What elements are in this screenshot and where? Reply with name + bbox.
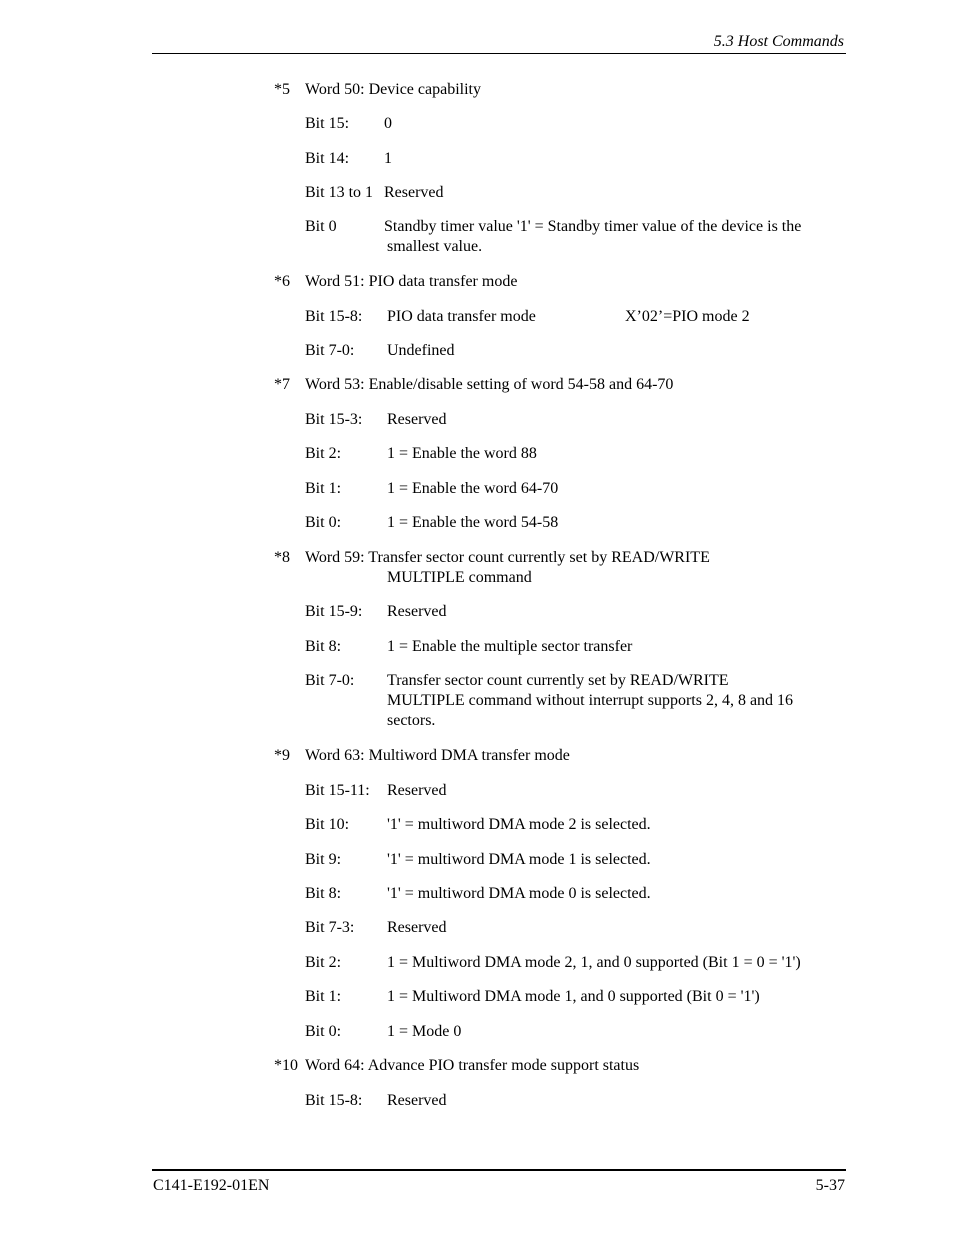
bit-desc: 1 = Multiword DMA mode 2, 1, and 0 supported (Bit 1 = 0 = '1') (387, 954, 801, 971)
bit-row (305, 815, 845, 835)
bit-label: Bit 0: (305, 514, 342, 531)
bit-desc-cont: sectors. (387, 712, 436, 729)
note-number: *5 (274, 81, 290, 98)
bit-label: Bit 15-11: (305, 782, 370, 799)
bit-desc: Transfer sector count currently set by READ/WRITE (387, 672, 729, 689)
bit-label: Bit 0 (305, 218, 337, 235)
bit-row (305, 1091, 845, 1111)
bit-label: Bit 8: (305, 638, 342, 655)
note-10-heading (274, 1056, 844, 1076)
bit-row (305, 671, 845, 731)
bit-desc: 1 = Enable the word 64-70 (387, 480, 559, 497)
bit-row (305, 602, 845, 622)
bit-row (305, 987, 845, 1007)
bit-row (305, 341, 845, 361)
bit-label: Bit 15-9: (305, 603, 363, 620)
bit-label: Bit 7-3: (305, 919, 355, 936)
document-id: C141-E192-01EN (153, 1177, 270, 1194)
footer-rule (152, 1169, 846, 1171)
bit-row (305, 918, 845, 938)
page-number: 5-37 (815, 1177, 845, 1194)
bit-desc: Undefined (387, 342, 455, 359)
bit-desc: 1 = Multiword DMA mode 1, and 0 supported (Bit 0 = '1') (387, 988, 760, 1005)
bit-desc: '1' = multiword DMA mode 0 is selected. (387, 885, 651, 902)
bit-label: Bit 15: (305, 115, 350, 132)
bit-label: Bit 7-0: (305, 672, 355, 689)
bit-desc: '1' = multiword DMA mode 1 is selected. (387, 851, 651, 868)
bit-label: Bit 15-8: (305, 308, 363, 325)
bit-label: Bit 13 to 1 (305, 184, 374, 201)
bit-desc: Reserved (387, 603, 447, 620)
bit-row (305, 513, 845, 533)
bit-row (305, 884, 845, 904)
note-6-heading (274, 272, 844, 292)
bit-desc: 1 (384, 150, 392, 167)
note-number: *10 (274, 1057, 298, 1074)
bit-desc: 1 = Enable the word 54-58 (387, 514, 559, 531)
bit-desc: '1' = multiword DMA mode 2 is selected. (387, 816, 651, 833)
bit-row (305, 1022, 845, 1042)
note-title: Word 64: Advance PIO transfer mode support status (305, 1057, 640, 1074)
bit-label: Bit 9: (305, 851, 342, 868)
bit-label: Bit 10: (305, 816, 350, 833)
bit-label: Bit 15-3: (305, 411, 363, 428)
note-number: *7 (274, 376, 290, 393)
bit-desc: 1 = Enable the multiple sector transfer (387, 638, 633, 655)
bit-row (305, 149, 845, 169)
bit-row (305, 850, 845, 870)
note-title: Word 51: PIO data transfer mode (305, 273, 518, 290)
note-number: *6 (274, 273, 290, 290)
note-title: Word 63: Multiword DMA transfer mode (305, 747, 570, 764)
bit-desc: Reserved (387, 1092, 447, 1109)
note-title: Word 53: Enable/disable setting of word 54-58 and 64-70 (305, 376, 674, 393)
bit-label: Bit 2: (305, 954, 342, 971)
note-8-heading (274, 548, 844, 568)
bit-row (305, 781, 845, 801)
note-number: *9 (274, 747, 290, 764)
bit-desc-cont: smallest value. (387, 238, 483, 255)
bit-label: Bit 1: (305, 480, 342, 497)
bit-row (305, 953, 845, 973)
bit-desc: 0 (384, 115, 392, 132)
bit-row (305, 410, 845, 430)
note-8-heading-cont: MULTIPLE command (387, 569, 532, 586)
bit-row (305, 444, 845, 464)
bit-label: Bit 7-0: (305, 342, 355, 359)
note-title: Word 59: Transfer sector count currently set by READ/WRITE (305, 549, 710, 566)
bit-label: Bit 15-8: (305, 1092, 363, 1109)
header-rule (152, 53, 846, 54)
note-title: Word 50: Device capability (305, 81, 481, 98)
bit-row (305, 114, 845, 134)
bit-row (305, 479, 845, 499)
bit-row (305, 307, 845, 327)
bit-row (305, 217, 845, 257)
bit-label: Bit 1: (305, 988, 342, 1005)
bit-label: Bit 8: (305, 885, 342, 902)
bit-desc: 1 = Enable the word 88 (387, 445, 537, 462)
bit-desc: Reserved (387, 782, 447, 799)
bit-label: Bit 2: (305, 445, 342, 462)
bit-desc: Reserved (387, 411, 447, 428)
bit-desc: Reserved (384, 184, 444, 201)
bit-desc: 1 = Mode 0 (387, 1023, 462, 1040)
note-5-heading (274, 80, 844, 100)
bit-desc: PIO data transfer mode (387, 308, 536, 325)
bit-desc: Standby timer value '1' = Standby timer value of the device is the (384, 218, 802, 235)
running-header: 5.3 Host Commands (713, 33, 844, 50)
bit-desc: Reserved (387, 919, 447, 936)
bit-row (305, 183, 845, 203)
bit-label: Bit 0: (305, 1023, 342, 1040)
note-9-heading (274, 746, 844, 766)
note-7-heading (274, 375, 844, 395)
bit-value-note: X’02’=PIO mode 2 (625, 308, 750, 325)
bit-row (305, 637, 845, 657)
bit-label: Bit 14: (305, 150, 350, 167)
bit-desc-cont: MULTIPLE command without interrupt supports 2, 4, 8 and 16 (387, 692, 794, 709)
note-number: *8 (274, 549, 290, 566)
